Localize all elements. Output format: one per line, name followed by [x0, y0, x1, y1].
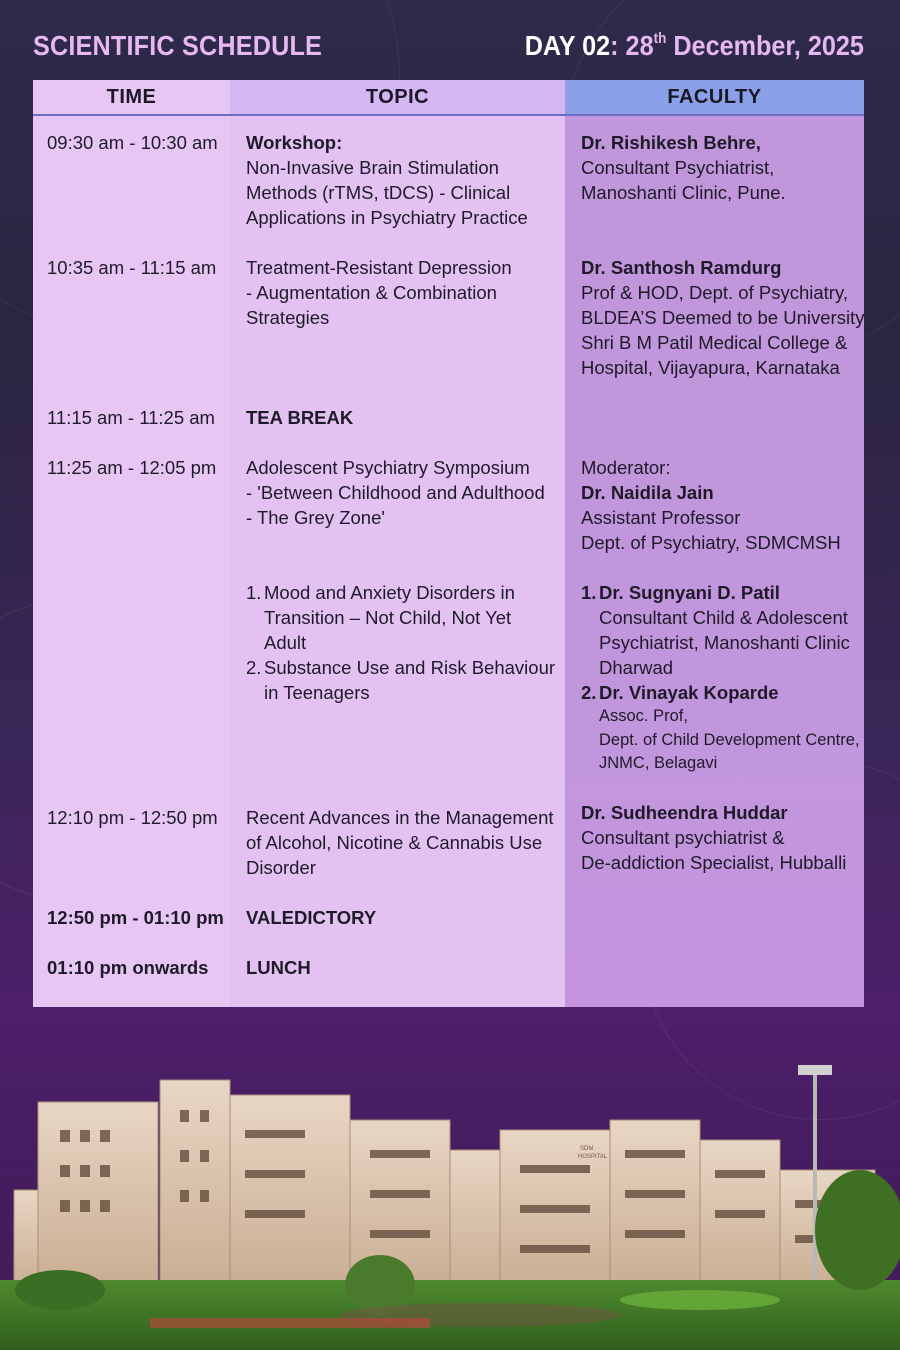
- page-title: SCIENTIFIC SCHEDULE: [33, 30, 323, 61]
- hospital-sign-2: HOSPITAL: [578, 1154, 608, 1160]
- row-1-topic: Workshop: Non-Invasive Brain Stimulation Methods (rTMS, tDCS) - Clinical Applications in Psychiatry Practice: [246, 132, 528, 228]
- time-column: [33, 80, 230, 1007]
- hospital-sign: SDM: [580, 1146, 594, 1152]
- day-label: DAY 02: [524, 30, 611, 61]
- row-2-time: 10:35 am - 11:15 am: [47, 257, 217, 278]
- schedule-table: [33, 80, 864, 1007]
- header-time: TIME: [33, 80, 230, 116]
- row-5-time: 12:10 pm - 12:50 pm: [47, 807, 218, 828]
- row-4-faculty: Moderator: Dr. Naidila Jain Assistant Professor Dept. of Psychiatry, SDMCMSH: [581, 457, 841, 553]
- row-5-faculty: Dr. Sudheendra Huddar Consultant psychiatrist & De-addiction Specialist, Hubballi: [581, 802, 847, 873]
- header-topic: TOPIC: [230, 80, 565, 116]
- list-item: 2. Substance Use and Risk Behaviour in Teenagers: [246, 657, 556, 703]
- list-item: 1. Mood and Anxiety Disorders in Transition – Not Child, Not Yet Adult: [246, 582, 515, 653]
- row-3-topic: TEA BREAK: [246, 407, 354, 428]
- row-4-time: 11:25 am - 12:05 pm: [47, 457, 217, 478]
- row-3-time: 11:15 am - 11:25 am: [47, 407, 215, 428]
- row-2-faculty: Dr. Santhosh Ramdurg Prof & HOD, Dept. of Psychiatry, BLDEA’S Deemed to be University Shri B M Patil Medical College & Hospital, Vijayapura, Karnataka: [581, 257, 865, 378]
- row-7-topic: LUNCH: [246, 957, 311, 978]
- list-item: 2. Dr. Vinayak Koparde Assoc. Prof, Dept. of Child Development Centre, JNMC, Belagavi: [581, 682, 860, 772]
- row-1-time: 09:30 am - 10:30 am: [47, 132, 218, 153]
- row-2-topic: Treatment-Resistant Depression - Augmentation & Combination Strategies: [246, 257, 512, 328]
- row-6-time: 12:50 pm - 01:10 pm: [47, 907, 224, 928]
- row-7-time: 01:10 pm onwards: [47, 957, 209, 978]
- symposium-faculty: [581, 580, 859, 776]
- day-date-heading: [525, 30, 864, 62]
- date: 28th December, 2025: [625, 30, 864, 61]
- separator: :: [610, 30, 619, 61]
- row-1-faculty: Dr. Rishikesh Behre, Consultant Psychiatrist, Manoshanti Clinic, Pune.: [581, 132, 786, 203]
- hospital-building-photo: [0, 1040, 900, 1350]
- symposium-subtopics: [246, 580, 555, 705]
- page-header: [0, 0, 900, 80]
- row-4-topic: Adolescent Psychiatry Symposium - 'Between Childhood and Adulthood - The Grey Zone': [246, 457, 545, 528]
- header-faculty: FACULTY: [565, 80, 864, 116]
- row-6-topic: VALEDICTORY: [246, 907, 377, 928]
- row-5-topic: Recent Advances in the Management of Alcohol, Nicotine & Cannabis Use Disorder: [246, 807, 554, 878]
- list-item: 1. Dr. Sugnyani D. Patil Consultant Child & Adolescent Psychiatrist, Manoshanti Clinic Dharwad: [581, 582, 850, 678]
